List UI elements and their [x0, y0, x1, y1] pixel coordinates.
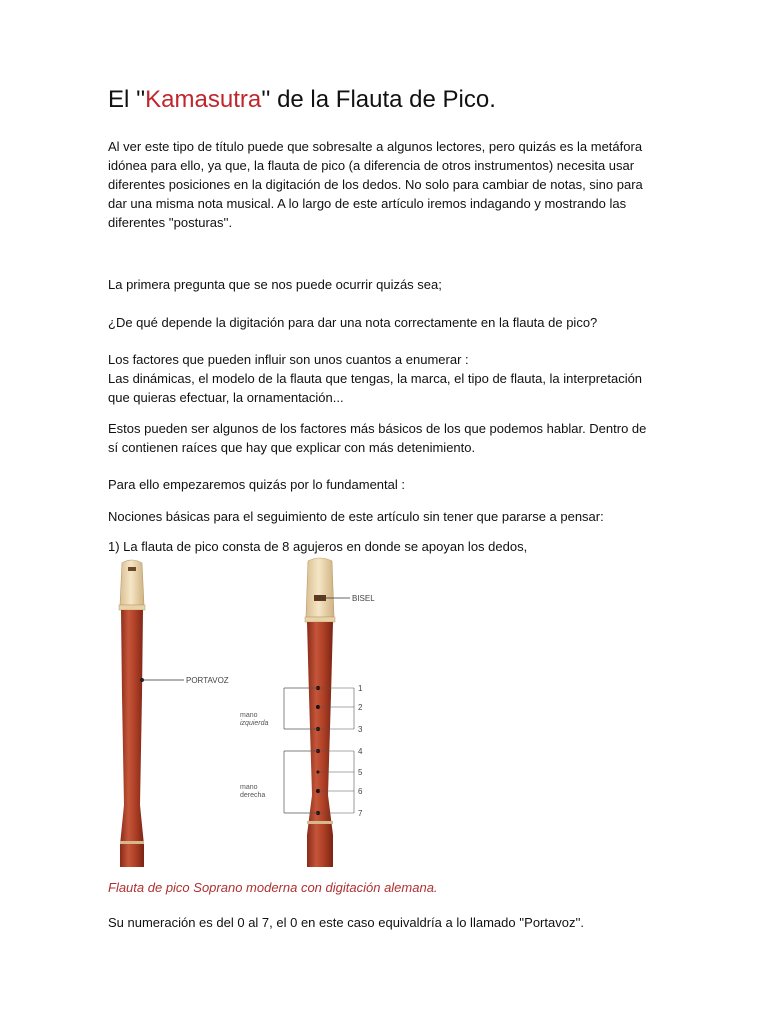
- left-recorder: [119, 560, 229, 867]
- right-body: [307, 622, 333, 867]
- left-mouthpiece-window: [128, 567, 136, 571]
- hole-number-5: 5: [358, 768, 363, 777]
- basic-factors-paragraph: Estos pueden ser algunos de los factores más básicos de los que podemos hablar. Dentro de sí contienen raíces que hay que explicar con más detenimiento.: [108, 421, 647, 455]
- factors-list: Las dinámicas, el modelo de la flauta que tengas, la marca, el tipo de flauta, la interpretación que quieras efectuar, la ornamentación...: [108, 371, 643, 405]
- hole-number-3: 3: [358, 725, 363, 734]
- mano-izquierda-label-1: mano: [240, 712, 258, 719]
- holes-paragraph: 1) La flauta de pico consta de 8 agujeros en donde se apoyan los dedos,: [108, 539, 528, 554]
- question-intro: La primera pregunta que se nos puede ocurrir quizás sea;: [108, 277, 442, 292]
- left-mouthpiece: [120, 560, 144, 605]
- hole-number-6: 6: [358, 787, 363, 796]
- left-body: [120, 610, 144, 867]
- notions-paragraph: Nociones básicas para el seguimiento de este artículo sin tener que pararse a pensar:: [108, 509, 604, 524]
- title-accent: Kamasutra: [145, 86, 262, 113]
- portavoz-label: PORTAVOZ: [186, 676, 229, 685]
- mano-derecha-label-1: mano: [240, 784, 258, 791]
- hole-number-7: 7: [358, 809, 363, 818]
- left-ring: [119, 605, 145, 610]
- bisel-window: [314, 595, 326, 601]
- fundamental-paragraph: Para ello empezaremos quizás por lo fundamental :: [108, 477, 405, 492]
- right-joint-band: [307, 821, 333, 824]
- hole-number-4: 4: [358, 747, 363, 756]
- left-joint-band: [120, 841, 144, 844]
- figure-caption: Flauta de pico Soprano moderna con digitación alemana.: [108, 880, 438, 895]
- page-title: [108, 86, 496, 114]
- right-recorder: [240, 558, 375, 867]
- question-text: ¿De qué depende la digitación para dar una nota correctamente en la flauta de pico?: [108, 315, 598, 330]
- factors-intro: Los factores que pueden influir son unos cuantos a enumerar :: [108, 352, 469, 367]
- right-mouthpiece: [306, 558, 334, 617]
- title-suffix: '' de la Flauta de Pico.: [261, 86, 496, 113]
- intro-paragraph: Al ver este tipo de título puede que sobresalte a algunos lectores, pero quizás es la metáfora idónea para ello, ya que, la flauta de pico (a diferencia de otros instrumentos) necesita usar diferentes posiciones en la digitación de los dedos. No solo para cambiar de notas, sino para dar una misma nota musical. A lo largo de este artículo iremos indagando y mostrando las diferentes ''posturas''.: [108, 139, 643, 230]
- title-prefix: El '': [108, 86, 146, 113]
- recorder-figure: [100, 555, 400, 873]
- right-ring: [305, 617, 335, 622]
- mano-izquierda-label-2: izquierda: [240, 720, 269, 727]
- bisel-label: BISEL: [352, 594, 375, 603]
- hole-number-1: 1: [358, 684, 363, 693]
- mano-derecha-label-2: derecha: [240, 792, 266, 799]
- hole-number-2: 2: [358, 703, 363, 712]
- numbering-paragraph: Su numeración es del 0 al 7, el 0 en este caso equivaldría a lo llamado ''Portavoz''.: [108, 915, 585, 930]
